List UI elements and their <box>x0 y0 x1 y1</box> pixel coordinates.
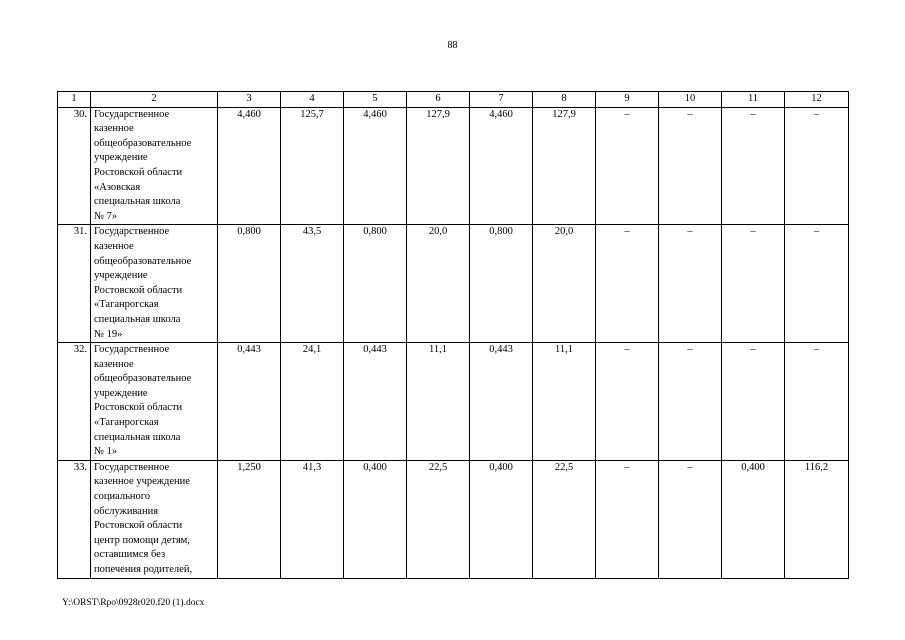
value-cell: 22,5 <box>407 460 470 578</box>
value-cell: – <box>722 343 785 461</box>
value-cell: 1,250 <box>218 460 281 578</box>
value-cell: 11,1 <box>407 343 470 461</box>
value-cell: 20,0 <box>407 225 470 343</box>
column-header: 3 <box>218 92 281 108</box>
value-cell: – <box>596 343 659 461</box>
table-row <box>58 460 849 578</box>
value-cell: 0,400 <box>344 460 407 578</box>
column-number-row <box>58 92 849 108</box>
table-row <box>58 343 849 461</box>
value-cell: – <box>722 107 785 225</box>
value-cell: 41,3 <box>281 460 344 578</box>
value-cell: 125,7 <box>281 107 344 225</box>
value-cell: 0,800 <box>218 225 281 343</box>
value-cell: – <box>722 225 785 343</box>
column-header: 10 <box>659 92 722 108</box>
file-path-footer: Y:\ORST\Rpo\0928r020.f20 (1).docx <box>62 598 205 608</box>
value-cell: 0,800 <box>470 225 533 343</box>
table-row <box>58 107 849 225</box>
column-header: 5 <box>344 92 407 108</box>
value-cell: 127,9 <box>533 107 596 225</box>
value-cell: – <box>596 225 659 343</box>
value-cell: 4,460 <box>344 107 407 225</box>
column-header: 11 <box>722 92 785 108</box>
value-cell: 11,1 <box>533 343 596 461</box>
column-header: 1 <box>58 92 91 108</box>
value-cell: 0,443 <box>344 343 407 461</box>
value-cell: – <box>785 343 849 461</box>
value-cell: – <box>659 107 722 225</box>
column-header: 2 <box>91 92 218 108</box>
column-header: 12 <box>785 92 849 108</box>
budget-table <box>57 91 849 579</box>
value-cell: 4,460 <box>470 107 533 225</box>
value-cell: – <box>659 225 722 343</box>
value-cell: 43,5 <box>281 225 344 343</box>
row-number: 33. <box>58 460 91 578</box>
institution-name: Государственное казенное учреждение социального обслуживания Ростовской области центр помощи детям, оставшимся без попечения родителей, <box>91 460 218 578</box>
value-cell: 116,2 <box>785 460 849 578</box>
column-header: 8 <box>533 92 596 108</box>
page-number: 88 <box>447 40 458 51</box>
institution-name: Государственное казенное общеобразовательное учреждение Ростовской области «Таганрогская специальная школа № 1» <box>91 343 218 461</box>
value-cell: – <box>659 343 722 461</box>
value-cell: 24,1 <box>281 343 344 461</box>
institution-name: Государственное казенное общеобразовательное учреждение Ростовской области «Азовская специальная школа № 7» <box>91 107 218 225</box>
value-cell: – <box>596 460 659 578</box>
institution-name: Государственное казенное общеобразовательное учреждение Ростовской области «Таганрогская специальная школа № 19» <box>91 225 218 343</box>
column-header: 6 <box>407 92 470 108</box>
value-cell: – <box>785 225 849 343</box>
column-header: 7 <box>470 92 533 108</box>
row-number: 32. <box>58 343 91 461</box>
value-cell: 0,400 <box>722 460 785 578</box>
row-number: 31. <box>58 225 91 343</box>
value-cell: 22,5 <box>533 460 596 578</box>
value-cell: 0,400 <box>470 460 533 578</box>
column-header: 4 <box>281 92 344 108</box>
value-cell: – <box>596 107 659 225</box>
value-cell: 20,0 <box>533 225 596 343</box>
value-cell: 127,9 <box>407 107 470 225</box>
value-cell: 4,460 <box>218 107 281 225</box>
value-cell: 0,443 <box>470 343 533 461</box>
table-row <box>58 225 849 343</box>
value-cell: – <box>659 460 722 578</box>
value-cell: 0,443 <box>218 343 281 461</box>
value-cell: – <box>785 107 849 225</box>
column-header: 9 <box>596 92 659 108</box>
row-number: 30. <box>58 107 91 225</box>
value-cell: 0,800 <box>344 225 407 343</box>
